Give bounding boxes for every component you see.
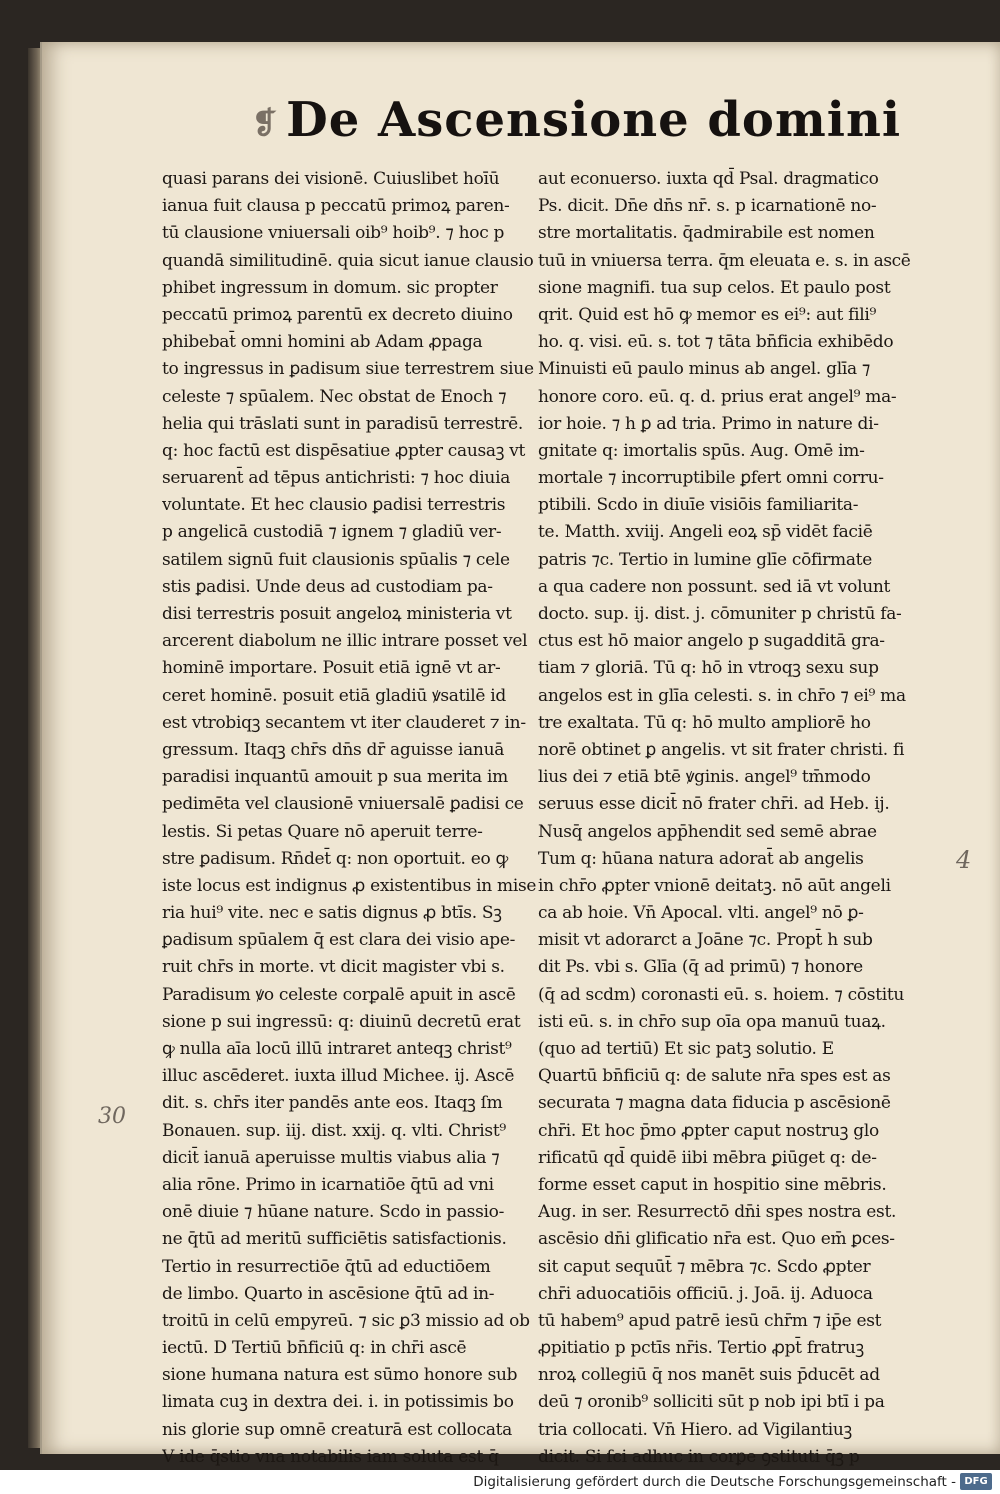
- text-line: Tum q: hūana natura adorat̄ ab angelis: [538, 848, 864, 869]
- text-line: forme esset caput in hospitio sine mēbris.: [538, 1174, 887, 1195]
- text-line: sione humana natura est sūmo honore sub: [162, 1365, 518, 1386]
- footer-bar: [0, 1470, 1000, 1494]
- text-line: Nusq̄ angelos app̄hendit sed semē abrae: [538, 821, 877, 842]
- text-line: celeste ⁊ spūalem. Nec obstat de Enoch ⁊: [162, 386, 507, 407]
- text-line: stis ꝑadisi. Unde deus ad custodiam pa-: [162, 576, 493, 597]
- text-line: lius dei ⁊ etiā btē ꝟginis. angel⁹ tm̄modo: [538, 767, 871, 788]
- text-line: quandā similitudinē. quia sicut ianue clausio: [162, 250, 534, 271]
- pilcrow-mark-icon: ❡: [252, 105, 279, 141]
- text-line: paradisi inquantū amouit p sua merita im: [162, 767, 508, 788]
- text-line: Tertio in resurrectiōe q̄tū ad eductiōem: [162, 1256, 491, 1277]
- text-line: ꝑadisum spūalem q̄ est clara dei visio ape-: [162, 930, 516, 951]
- text-line: (q̄ ad scdm) coronasti eū. s. hoiem. ⁊ cōstitu: [538, 984, 905, 1005]
- text-line: ctus est hō maior angelo p sugadditā gra-: [538, 631, 885, 652]
- text-line: tiam ⁊ gloriā. Tū q: hō in vtroqꝫ sexu sup: [538, 658, 879, 679]
- text-line: ptibili. Scdo in diuīe visiōis familiarita-: [538, 495, 859, 516]
- text-line: illuc ascēderet. iuxta illud Michee. ij. Ascē: [162, 1066, 515, 1087]
- text-line: dicit. Si ſci adhuc in corꝑe ꝯstituti q̄ꝫ p: [538, 1446, 860, 1467]
- text-line: seruus esse dicit̄ nō frater chr̄i. ad Heb. ij.: [538, 794, 890, 815]
- footer-credit: Digitalisierung gefördert durch die Deutsche Forschungsgemeinschaft -: [473, 1474, 956, 1490]
- page-header-title: [252, 90, 902, 150]
- text-line: ho. q. visi. eū. s. tot ⁊ tāta bn̄ficia exhibēdo: [538, 332, 894, 353]
- text-line: p angelicā custodiā ⁊ ignem ⁊ gladiū ver-: [162, 522, 502, 543]
- text-line: seruarent̄ ad tēpus antichristi: ⁊ hoc diuia: [162, 468, 511, 489]
- text-line: tuū in vniuersa terra. q̄m eleuata e. s. in ascē: [538, 250, 910, 271]
- text-line: Bonauen. sup. iij. dist. xxij. q. vlti. Christ⁹: [162, 1120, 506, 1141]
- text-line: gressum. Itaqꝫ chr̄s dn̄s dr̄ aguisse ianuā: [162, 739, 505, 760]
- text-line: ria hui⁹ vite. nec e satis dignus ꝓ btīs. Sꝫ: [162, 903, 502, 924]
- text-line: limata cuꝫ in dextra dei. i. in potissimis bo: [162, 1392, 514, 1413]
- text-line: stre ꝑadisum. Rn̄det̄ q: non oportuit. eo ꝙ: [162, 848, 508, 869]
- text-line: Quartū bn̄ficiū q: de salute nr̄a spes est as: [538, 1066, 891, 1087]
- text-line: V ide q̄stio vna notabilis iam soluta est q̄: [162, 1446, 499, 1467]
- text-line: chr̄i aduocatiōis officiū. j. Joā. ij. Aduoca: [538, 1283, 873, 1304]
- text-line: isti eū. s. in chr̄o sup oīa opa manuū tuaꝝ.: [538, 1011, 886, 1032]
- text-line: iectū. D Tertiū bn̄ficiū q: in chr̄i ascē: [162, 1338, 467, 1359]
- text-line: q: hoc factū est dispēsatiue ꝓpter causaꝫ vt: [162, 440, 526, 461]
- text-line: rificatū qd̄ quidē iibi mēbra ꝑiūget q: de-: [538, 1147, 877, 1168]
- text-line: to ingressus in ꝑadisum siue terrestrem siue: [162, 359, 534, 380]
- text-line: ꝓpitiatio p pctīs nr̄is. Tertio ꝓpt̄ fratruꝫ: [538, 1338, 864, 1359]
- text-line: chr̄i. Et hoc p̄mo ꝓpter caput nostruꝫ glo: [538, 1120, 879, 1141]
- text-line: arcerent diabolum ne illic intrare posset vel: [162, 631, 528, 652]
- text-line: ne q̄tū ad meritū sufficiētis satisfactionis.: [162, 1229, 507, 1250]
- text-line: ruit chr̄s in morte. vt dicit magister vbi s.: [162, 957, 505, 978]
- text-line: hominē importare. Posuit etiā ignē vt ar-: [162, 658, 501, 679]
- text-line: tū clausione vniuersali oib⁹ hoib⁹. ⁊ hoc p: [162, 223, 505, 244]
- text-line: dit Ps. vbi s. Glīa (q̄ ad primū) ⁊ honore: [538, 957, 863, 978]
- text-line: sione p sui ingressū: q: diuinū decretū erat: [162, 1011, 521, 1032]
- text-column-left: [162, 166, 538, 1470]
- dfg-logo: DFG: [960, 1473, 992, 1490]
- text-line: sit caput sequūt̄ ⁊ mēbra ⁊c. Scdo ꝓpter: [538, 1256, 871, 1277]
- text-line: ꝙ nulla aīa locū illū intraret anteqꝫ christ⁹: [162, 1039, 512, 1059]
- text-line: phibebat̄ omni homini ab Adam ꝓpaga: [162, 332, 483, 353]
- text-line: patris ⁊c. Tertio in lumine glīe cōfirmate: [538, 549, 872, 570]
- text-line: sione magnifi. tua sup celos. Et paulo post: [538, 277, 891, 298]
- text-line: Paradisum ꝟo celeste corꝑalē apuit in ascē: [162, 984, 516, 1005]
- text-line: est vtrobiqꝫ secantem vt iter clauderet ⁊ in-: [162, 712, 526, 733]
- text-line: quasi parans dei visionē. Cuiuslibet hoīū: [162, 169, 500, 189]
- text-line: mortale ⁊ incorruptibile ꝑfert omni corru-: [538, 468, 884, 489]
- text-line: a qua cadere non possunt. sed iā vt volunt: [538, 576, 891, 597]
- text-line: tria collocati. Vn̄ Hiero. ad Vigilantiuꝫ: [538, 1419, 852, 1440]
- text-column-right: [538, 166, 910, 1470]
- text-line: (quo ad tertiū) Et sic patꝫ solutio. E: [538, 1039, 834, 1059]
- text-line: misit vt adorarct a Joāne ⁊c. Propt̄ h sub: [538, 930, 873, 951]
- text-line: norē obtinet ꝑ angelis. vt sit frater christi. fi: [538, 739, 905, 760]
- text-line: tre exaltata. Tū q: hō multo ampliorē ho: [538, 712, 871, 733]
- text-line: phibet ingressum in domum. sic propter: [162, 277, 498, 298]
- text-line: Minuisti eū paulo minus ab angel. glīa ⁊: [538, 359, 871, 380]
- text-line: deū ⁊ oronib⁹ solliciti sūt p nob ipi btī i pa: [538, 1392, 885, 1413]
- text-line: securata ⁊ magna data fiducia p ascēsionē: [538, 1093, 891, 1114]
- text-line: ca ab hoie. Vn̄ Apocal. vlti. angel⁹ nō ꝑ-: [538, 903, 864, 924]
- text-line: qrit. Quid est hō ꝙ memor es ei⁹: aut fili⁹: [538, 304, 877, 325]
- text-line: aut econuerso. iuxta qd̄ Psal. dragmatico: [538, 169, 879, 189]
- text-line: tū habem⁹ apud patrē iesū chr̄m ⁊ ip̄e est: [538, 1310, 882, 1331]
- text-line: alia rōne. Primo in icarnatiōe q̄tū ad vni: [162, 1174, 494, 1195]
- text-line: voluntate. Et hec clausio ꝑadisi terrestris: [162, 495, 506, 516]
- text-line: iste locus est indignus ꝓ existentibus in mise: [162, 875, 537, 896]
- text-line: pedimēta vel clausionē vniuersalē ꝑadisi ce: [162, 794, 524, 815]
- text-line: docto. sup. ij. dist. j. cōmuniter p christū fa-: [538, 604, 902, 624]
- text-line: helia qui trāslati sunt in paradisū terrestrē.: [162, 413, 524, 434]
- text-line: de limbo. Quarto in ascēsione q̄tū ad in-: [162, 1283, 495, 1304]
- text-line: te. Matth. xviij. Angeli eoꝝ sp̄ vidēt faciē: [538, 522, 873, 543]
- text-line: troitū in celū empyreū. ⁊ sic ꝑ3 missio ad ob: [162, 1310, 530, 1331]
- text-line: ianua fuit clausa p peccatū primoꝝ paren-: [162, 196, 510, 217]
- text-line: honore coro. eū. q. d. prius erat angel⁹ ma-: [538, 386, 897, 407]
- text-line: in chr̄o ꝓpter vnionē deitatꝫ. nō aūt angeli: [538, 875, 891, 896]
- page-header-text: De Ascensione domini: [286, 92, 902, 148]
- text-line: satilem signū fuit clausionis spūalis ⁊ cele: [162, 549, 510, 570]
- text-line: stre mortalitatis. q̄admirabile est nomen: [538, 223, 875, 244]
- text-line: lestis. Si petas Quare nō aperuit terre-: [162, 821, 483, 842]
- text-line: angelos est in glīa celesti. s. in chr̄o ⁊ ei⁹ ma: [538, 685, 906, 706]
- text-line: ceret hominē. posuit etiā gladiū ꝟsatilē id: [162, 685, 507, 706]
- text-line: nis glorie sup omnē creaturā est collocata: [162, 1419, 513, 1440]
- margin-note-left: 30: [98, 1104, 126, 1129]
- text-line: nroꝝ collegiū q̄ nos manēt suis p̄ducēt ad: [538, 1365, 880, 1386]
- text-line: dicit̄ ianuā aperuisse multis viabus alia ⁊: [162, 1147, 500, 1168]
- text-line: gnitate q: imortalis spūs. Aug. Omē im-: [538, 440, 865, 461]
- text-line: Ps. dicit. Dn̄e dn̄s nr̄. s. p icarnationē no-: [538, 196, 877, 217]
- text-line: Aug. in ser. Resurrectō dn̄i spes nostra est.: [538, 1202, 897, 1223]
- text-line: disi terrestris posuit angeloꝝ ministeria vt: [162, 604, 512, 624]
- text-line: ior hoie. ⁊ h ꝑ ad tria. Primo in nature di-: [538, 413, 879, 434]
- text-line: ascēsio dn̄i glificatio nr̄a est. Quo em̄ ꝑces-: [538, 1229, 895, 1250]
- text-line: onē diuie ⁊ hūane nature. Scdo in passio-: [162, 1202, 505, 1223]
- margin-note-right: 4: [956, 846, 972, 874]
- text-line: dit. s. chr̄s iter pandēs ante eos. Itaqꝫ ſm: [162, 1093, 503, 1114]
- text-line: peccatū primoꝝ parentū ex decreto diuino: [162, 304, 513, 325]
